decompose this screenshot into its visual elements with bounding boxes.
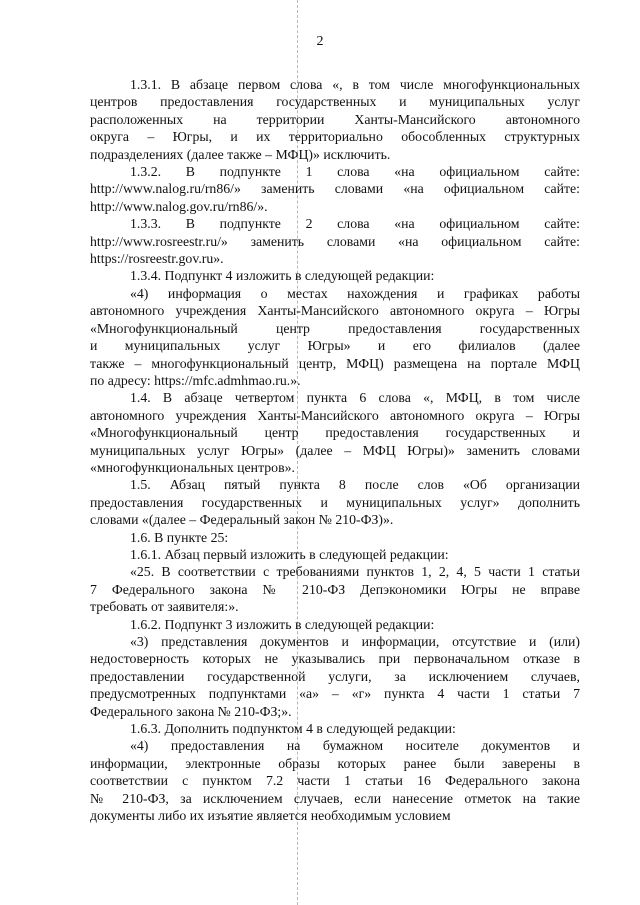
text-line: предоставлении государственной услуги, за исключением случаев,: [90, 668, 580, 684]
text-line: центров предоставления государственных и муниципальных услуг: [90, 94, 580, 110]
text-line: 1.6. В пункте 25:: [130, 529, 229, 545]
text-line: «Многофункциональный центр предоставления государственных и: [90, 425, 580, 441]
text-line: расположенных на территории Ханты-Мансийского автономного: [90, 111, 580, 127]
text-line: словами «(далее – Федеральный закон № 210-ФЗ)».: [90, 512, 394, 528]
text-line: также – многофункциональный центр, МФЦ) размещена на портале МФЦ: [90, 355, 580, 371]
text-line: 1.3.4. Подпункт 4 изложить в следующей редакции:: [130, 268, 435, 284]
text-line: 1.6.3. Дополнить подпунктом 4 в следующей редакции:: [130, 721, 456, 737]
page-number: 2: [316, 34, 324, 49]
text-line: 1.4. В абзаце четвертом пункта 6 слова «, МФЦ, в том числе: [130, 390, 580, 406]
text-line: «4) предоставления на бумажном носителе документов и: [130, 738, 580, 754]
text-line: по адресу: https://mfc.admhmao.ru.».: [90, 372, 301, 388]
text-line: 1.5. Абзац пятый пункта 8 после слов «Об организации: [130, 477, 580, 493]
text-line: соответствии с пунктом 7.2 части 1 статьи 16 Федерального закона: [90, 773, 580, 789]
text-line: недостоверность которых не указывались при первоначальном отказе в: [90, 651, 580, 667]
text-line: предусмотренных подпунктами «а» – «г» пункта 4 части 1 статьи 7: [90, 686, 580, 702]
text-line: «Многофункциональный центр предоставления государственных: [90, 320, 580, 336]
text-line: автономного учреждения Ханты-Мансийского автономного округа – Югры: [90, 303, 580, 319]
text-line: http://www.nalog.ru/rn86/» заменить словами «на официальном сайте:: [90, 181, 580, 197]
text-line: 7 Федерального закона № 210-ФЗ Депэкономики Югры не вправе: [90, 581, 580, 597]
text-line: округа – Югры, и их территориально обособленных структурных: [90, 129, 580, 145]
text-line: 1.3.2. В подпункте 1 слова «на официальном сайте:: [130, 164, 580, 180]
text-line: 1.3.3. В подпункте 2 слова «на официальном сайте:: [130, 216, 580, 232]
text-line: автономного учреждения Ханты-Мансийского автономного округа – Югры: [90, 407, 580, 423]
text-line: требовать от заявителя:».: [90, 599, 239, 615]
text-line: № 210-ФЗ, за исключением случаев, если нанесение отметок на такие: [90, 790, 580, 806]
text-line: подразделениях (далее также – МФЦ)» исключить.: [90, 146, 391, 162]
text-line: http://www.nalog.gov.ru/rn86/».: [90, 198, 268, 214]
text-line: «многофункциональных центров».: [90, 459, 295, 475]
text-line: 1.6.2. Подпункт 3 изложить в следующей редакции:: [130, 616, 435, 632]
text-line: муниципальных услуг Югры» (далее – МФЦ Югры)» заменить словами: [90, 442, 580, 458]
text-line: «25. В соответствии с требованиями пунктов 1, 2, 4, 5 части 1 статьи: [130, 564, 580, 580]
text-line: https://rosreestr.gov.ru».: [90, 251, 224, 267]
text-line: «4) информация о местах нахождения и графиках работы: [130, 285, 580, 301]
text-line: 1.6.1. Абзац первый изложить в следующей редакции:: [130, 546, 449, 562]
text-line: Федерального закона № 210-ФЗ;».: [90, 703, 292, 719]
text-line: и муниципальных услуг Югры» и его филиалов (далее: [90, 338, 580, 354]
text-line: информации, электронные образы которых ранее были заверены в: [90, 755, 580, 771]
document-body: [90, 76, 580, 824]
text-line: 1.3.1. В абзаце первом слова «, в том числе многофункциональных: [130, 77, 580, 92]
text-line: документы либо их изъятие является необходимым условием: [90, 808, 451, 824]
text-line: предоставления государственных и муниципальных услуг» дополнить: [90, 494, 580, 510]
text-line: http://www.rosreestr.ru/» заменить словами «на официальном сайте:: [90, 233, 580, 249]
text-line: «3) представления документов и информации, отсутствие и (или): [130, 634, 580, 649]
